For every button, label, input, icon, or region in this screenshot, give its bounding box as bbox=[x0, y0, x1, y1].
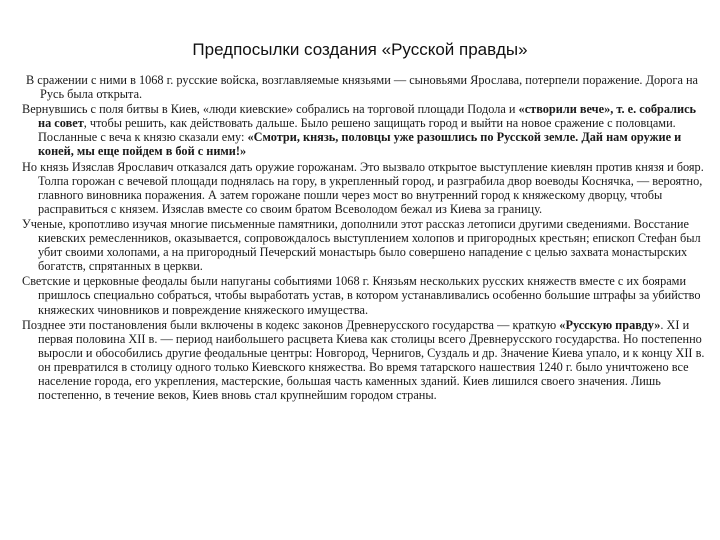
bold-phrase: «Русскую правду» bbox=[559, 317, 661, 332]
bold-phrase: «створили вече», т. е. собрались на совет bbox=[38, 102, 697, 131]
paragraph-text: . XI и первая половина XII в. — период наибольшего расцвета Киева как столицы всего Древнерусского государства. Но постепенно выросли и обособились другие феодальные центры: Новгород, Чернигов, Суздаль и др. Значение Киева упало, и к концу XII в. он превратился в столицу одного только Киевского княжества. Во время татарского нашествия 1240 г. было уничтожено все население города, его укрепления, мастерские, большая часть каменных зданий. Киев лишился своего значения. Лишь постепенно, в течение веков, Киев вновь стал крупнейшим городом страны. bbox=[38, 317, 705, 403]
page-title: Предпосылки создания «Русской правды» bbox=[192, 40, 528, 59]
text-body bbox=[22, 73, 708, 403]
paragraph-1 bbox=[22, 73, 708, 101]
paragraph-5 bbox=[22, 274, 708, 316]
paragraph-text: Позднее эти постановления были включены в кодекс законов Древнерусского государства — краткую bbox=[22, 317, 560, 332]
paragraph-text: Но князь Изяслав Ярославич отказался дать оружие горожанам. Это вызвало открытое выступление киевлян против князя и бояр. Толпа горожан с вечевой площади поднялась на гору, в укрепленный город, и разграбила двор воеводы Коснячка, — вероятно, главного виновника поражения. А затем горожане пошли через мост во внутренний город к княжескому дворцу, чтобы расправиться с князем. Изяслав вместе со своим братом Всеволодом бежал из Киева за границу. bbox=[22, 159, 704, 216]
paragraph-text: Вернувшись с поля битвы в Киев, «люди киевские» собрались на торговой площади Подола и bbox=[22, 102, 519, 117]
paragraph-text: Ученые, кропотливо изучая многие письменные памятники, дополнили этот рассказ летописи другими сведениями. Восстание киевских ремесленников, оказывается, сопровождалось выступлением холопов и пригородных крестьян; епископ Стефан был убит своими холопами, а на пригородный Печерский монастырь было совершено нападение с целью захвата монастырских богатств, спрятанных в церкви. bbox=[22, 216, 701, 274]
bold-quote: «Смотри, князь, половцы уже разошлись по Русской земле. Дай нам оружие и коней, мы еще пойдем в бой с ними!» bbox=[38, 130, 682, 159]
paragraph-text: Светские и церковные феодалы были напуганы событиями 1068 г. Князьям нескольких русских княжеств вместе с их боярами пришлось специально собраться, чтобы выработать устав, в котором устанавливались особенно большие штрафы за убийство княжеских чиновников и повреждение княжеского имущества. bbox=[22, 274, 701, 317]
paragraph-4 bbox=[22, 217, 708, 273]
paragraph-text: , чтобы решить, как действовать дальше. Было решено защищать город и выйти на новое сражение с половцами. Посланные с веча к князю сказали ему: bbox=[38, 116, 676, 145]
paragraph-3 bbox=[22, 160, 708, 216]
paragraph-2 bbox=[22, 102, 708, 158]
paragraph-6 bbox=[22, 318, 708, 403]
paragraph-text: В сражении с ними в 1068 г. русские войска, возглавляемые князьями — сыновьями Ярослава, потерпели поражение. Дорога на Русь была открыта. bbox=[26, 73, 699, 102]
